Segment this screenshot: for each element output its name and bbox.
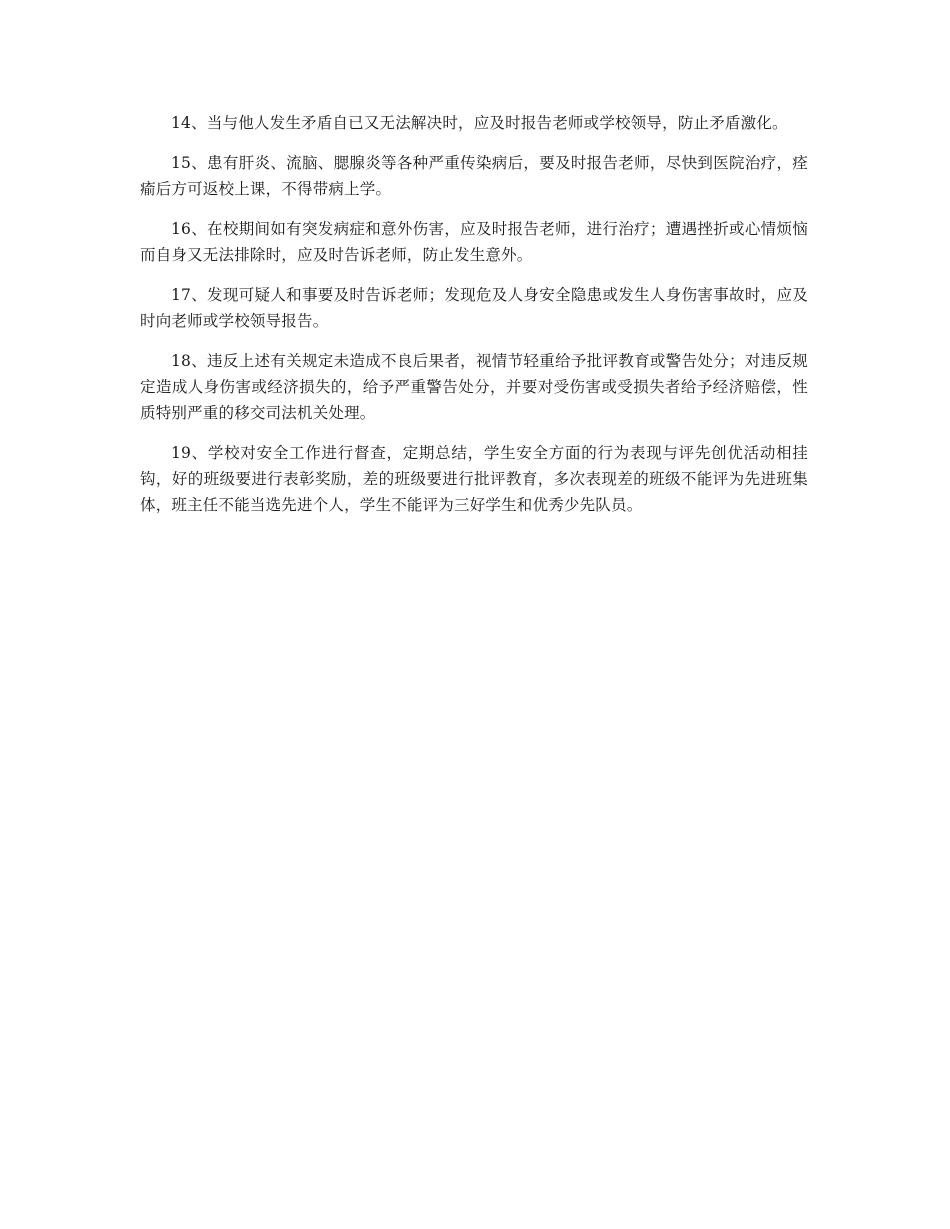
paragraph-item-16: 16、在校期间如有突发病症和意外伤害，应及时报告老师，进行治疗；遭遇挫折或心情烦恼而自身又无法排除时，应及时告诉老师，防止发生意外。 xyxy=(140,220,808,264)
paragraph-item-19: 19、学校对安全工作进行督查，定期总结，学生安全方面的行为表现与评先创优活动相挂钩，好的班级要进行表彰奖励，差的班级要进行批评教育，多次表现差的班级不能评为先进班集体，班主任不能当选先进个人，学生不能评为三好学生和优秀少先队员。 xyxy=(140,444,808,514)
paragraph-item-15: 15、患有肝炎、流脑、腮腺炎等各种严重传染病后，要及时报告老师，尽快到医院治疗，痊瘉后方可返校上课，不得带病上学。 xyxy=(140,154,808,198)
document-body xyxy=(140,110,808,532)
paragraph-item-17: 17、发现可疑人和事要及时告诉老师；发现危及人身安全隐患或发生人身伤害事故时，应及时向老师或学校领导报告。 xyxy=(140,286,808,330)
paragraph-item-18: 18、违反上述有关规定未造成不良后果者，视情节轻重给予批评教育或警告处分；对违反规定造成人身伤害或经济损失的，给予严重警告处分，并要对受伤害或受损失者给予经济赔偿，性质特别严重的移交司法机关处理。 xyxy=(140,352,808,422)
paragraph-item-14: 14、当与他人发生矛盾自已又无法解决时，应及时报告老师或学校领导，防止矛盾激化。 xyxy=(171,114,788,132)
